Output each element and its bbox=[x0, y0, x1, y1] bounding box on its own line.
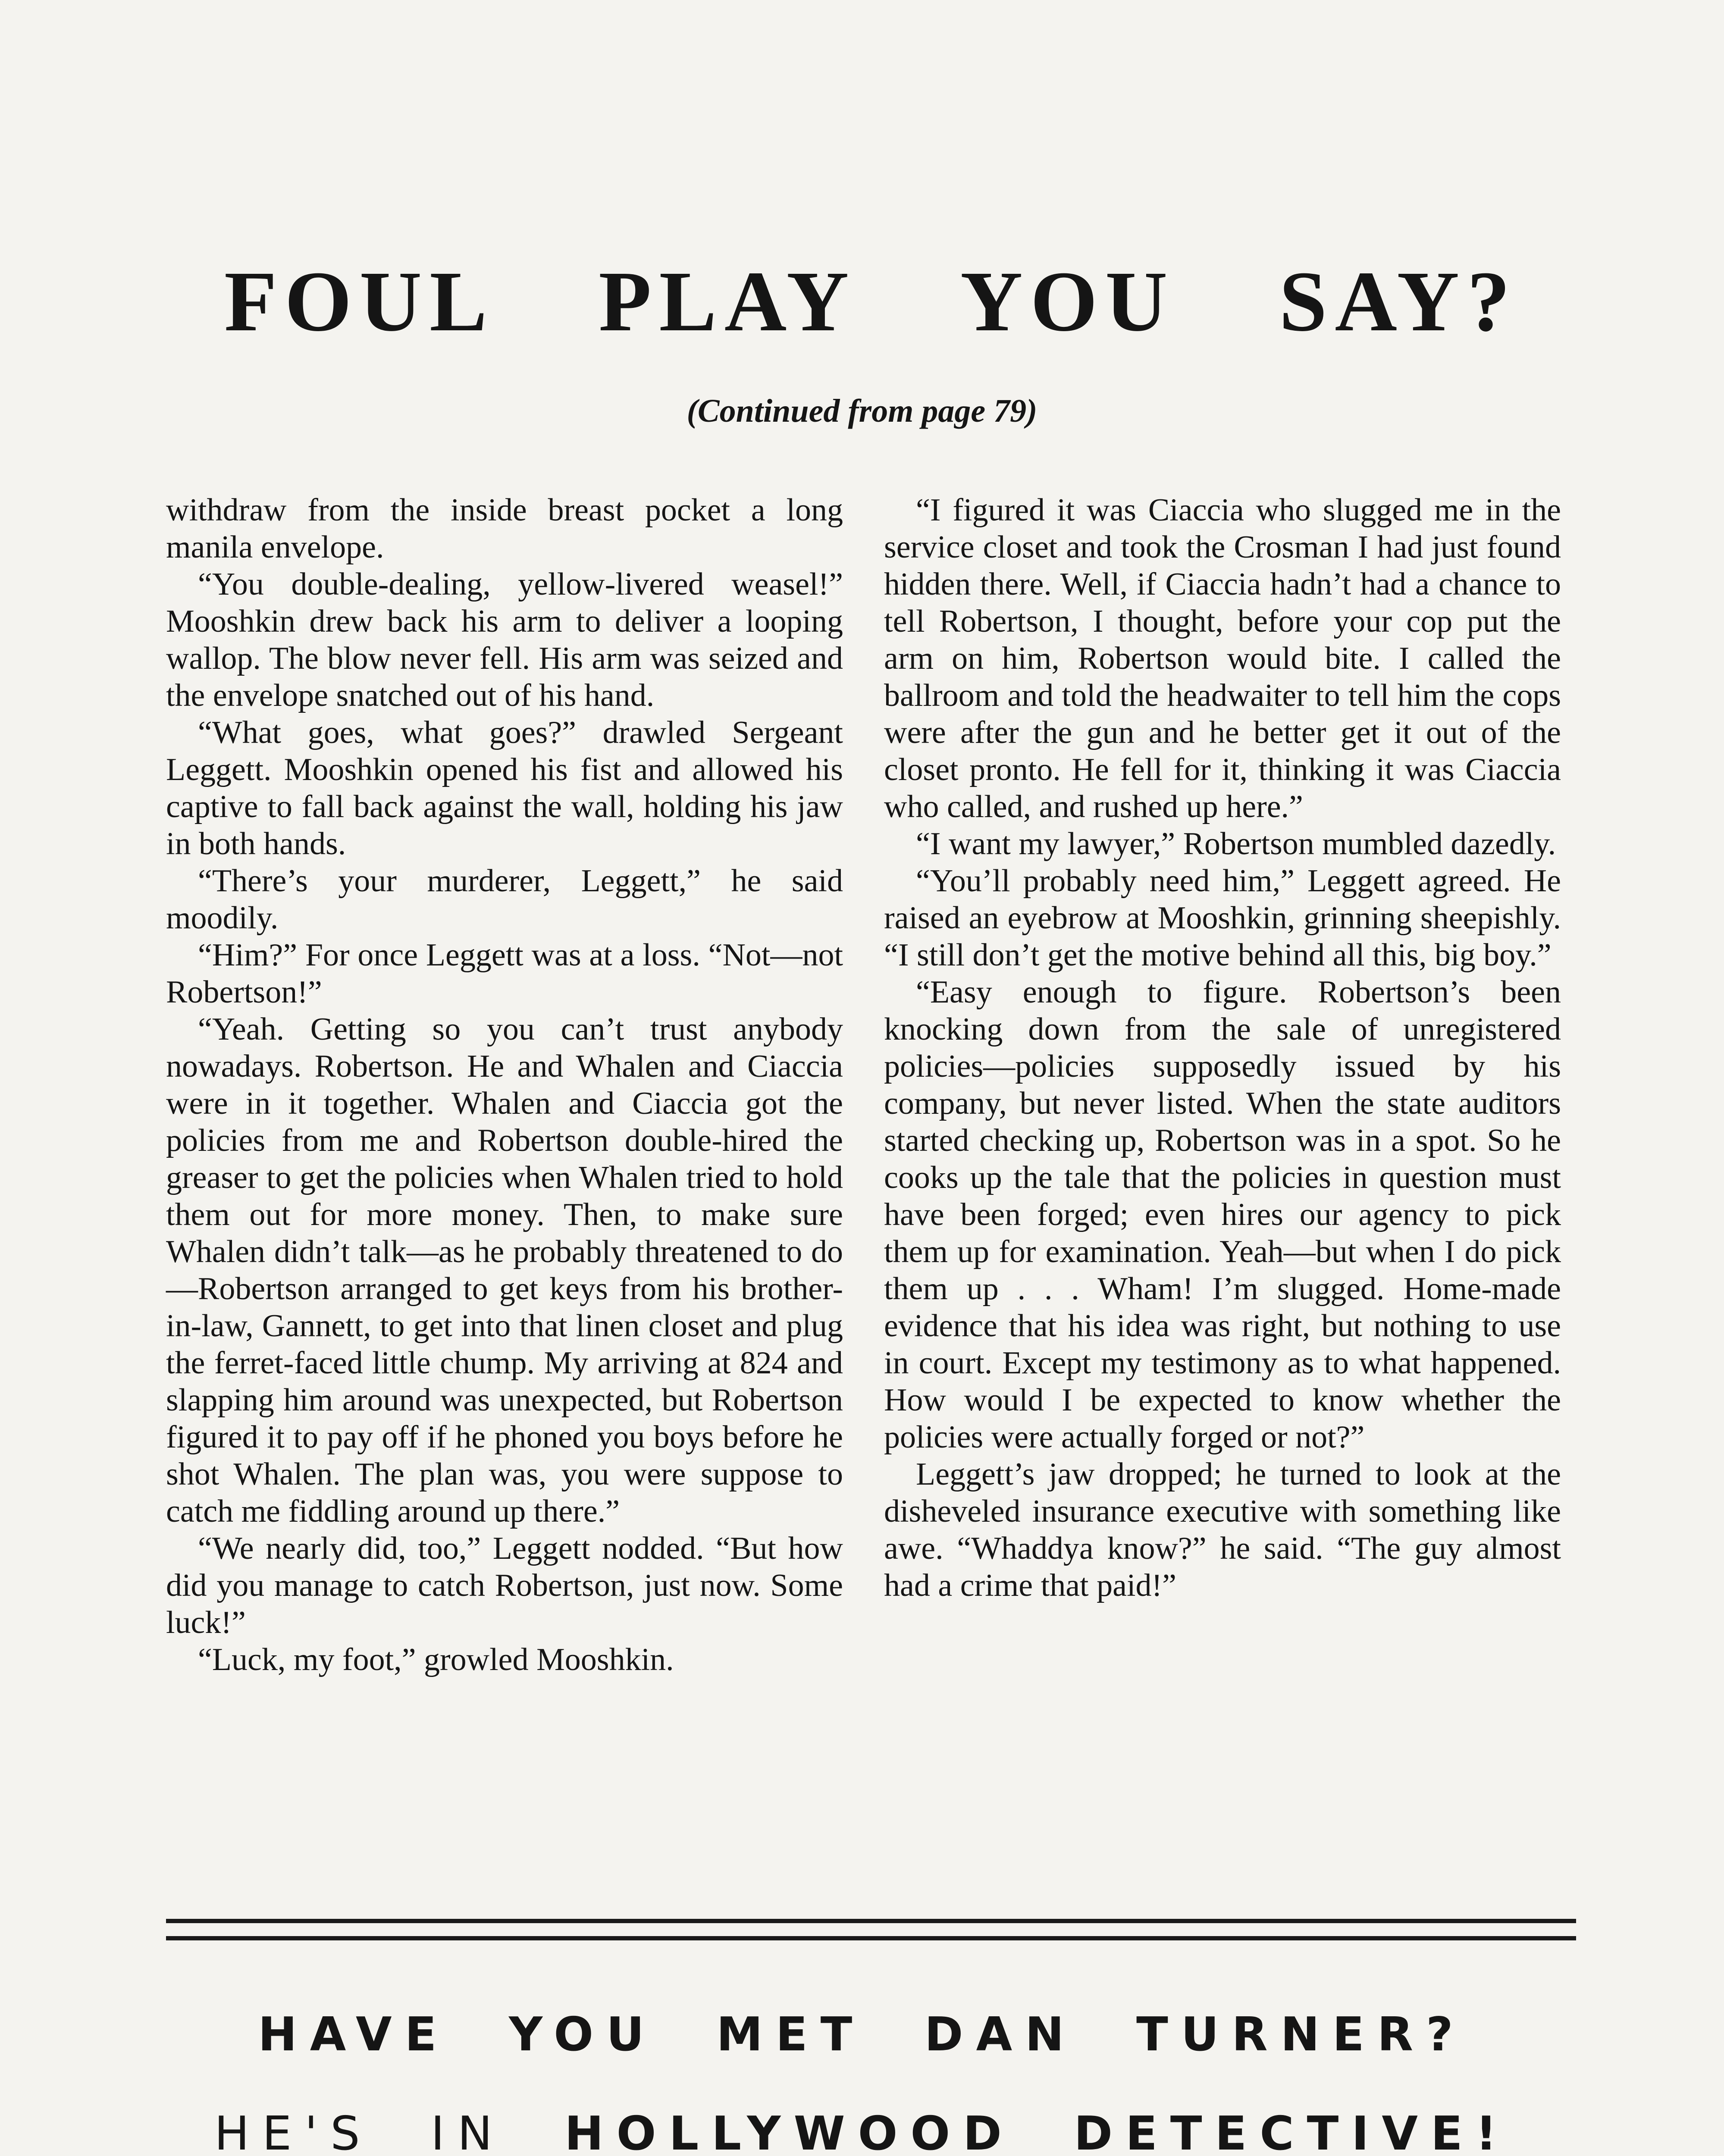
left-column bbox=[166, 492, 843, 1678]
title-word: FOUL bbox=[224, 254, 495, 349]
continued-note: (Continued from page 79) bbox=[686, 393, 1038, 429]
paragraph: “There’s your murderer, Leggett,” he said moodily. bbox=[166, 863, 843, 936]
divider-rule bbox=[166, 1919, 1576, 1923]
paragraph: “I want my lawyer,” Robertson mumbled dazedly. bbox=[916, 826, 1556, 862]
promo-magazine-name: HOLLYWOOD DETECTIVE! bbox=[564, 2107, 1510, 2156]
paragraph: “I figured it was Ciaccia who slugged me in the service closet and took the Crosman I had just found hidden there. Well, if Ciaccia hadn’t had a chance to tell Robertson, I thought, before your cop put the arm on him, Robertson would bite. I called the ballroom and told the headwaiter to tell him the cops were after the gun and he better get it out of the closet pronto. He fell for it, thinking it was Ciaccia who called, and rushed up here.” bbox=[884, 492, 1561, 824]
paragraph: “You’ll probably need him,” Leggett agreed. He raised an eyebrow at Mooshkin, grinning sheepishly. “I still don’t get the motive behind all this, big boy.” bbox=[884, 863, 1561, 973]
paragraph: “Luck, my foot,” growled Mooshkin. bbox=[198, 1642, 674, 1677]
paragraph: “Yeah. Getting so you can’t trust anybody nowadays. Robertson. He and Whalen and Ciaccia were in it together. Whalen and Ciaccia got the policies from me and Robertson double-hired the greaser to get the policies when Whalen tried to hold them out for more money. Then, to make sure Whalen didn’t talk—as he probably threatened to do—Robertson arranged to get keys from his brother-in-law, Gannett, to get into that linen closet and plug the ferret-faced little chump. My arriving at 824 and slapping him around was unexpected, but Robertson figured it to pay off if he phoned you boys before he shot Whalen. The plan was, you were suppose to catch me fiddling around up there.” bbox=[166, 1012, 843, 1529]
paragraph: Leggett’s jaw dropped; he turned to look at the disheveled insurance executive with something like awe. “Whaddya know?” he said. “The guy almost had a crime that paid!” bbox=[884, 1457, 1561, 1603]
paragraph: withdraw from the inside breast pocket a long manila envelope. bbox=[166, 492, 843, 565]
paragraph: “What goes, what goes?” drawled Sergeant Leggett. Mooshkin opened his fist and allowed his captive to fall back against the wall, holding his jaw in both hands. bbox=[166, 715, 843, 862]
paragraph: “We nearly did, too,” Leggett nodded. “But how did you manage to catch Robertson, just now. Some luck!” bbox=[166, 1531, 843, 1640]
paragraph: “Easy enough to figure. Robertson’s been knocking down from the sale of unregistered policies—policies supposedly issued by his company, but never listed. When the state auditors started checking up, Robertson was in a spot. So he cooks up the tale that the policies in question must have been forged; even hires our agency to pick them up for examination. Yeah—but when I do pick them up . . . Wham! I’m slugged. Home-made evidence that his idea was right, but nothing to use in court. Except my testimony as to what happened. How would I be expected to know whether the policies were actually forged or not?” bbox=[884, 975, 1561, 1455]
promo-line-1: HAVE YOU MET DAN TURNER? bbox=[258, 2008, 1466, 2062]
article-title bbox=[224, 254, 1518, 349]
promo-prefix: HE'S IN bbox=[214, 2107, 505, 2156]
divider-rule bbox=[166, 1936, 1576, 1940]
paragraph: “You double-dealing, yellow-livered weasel!” Mooshkin drew back his arm to deliver a looping wallop. The blow never fell. His arm was seized and the envelope snatched out of his hand. bbox=[166, 567, 843, 713]
title-word: SAY? bbox=[1279, 254, 1518, 349]
right-column bbox=[884, 492, 1561, 1604]
paragraph: “Him?” For once Leggett was at a loss. “Not—not Robertson!” bbox=[166, 937, 843, 1010]
title-word: PLAY bbox=[599, 254, 857, 349]
promo-line-2 bbox=[0, 2107, 1724, 2156]
title-word: YOU bbox=[960, 254, 1175, 349]
